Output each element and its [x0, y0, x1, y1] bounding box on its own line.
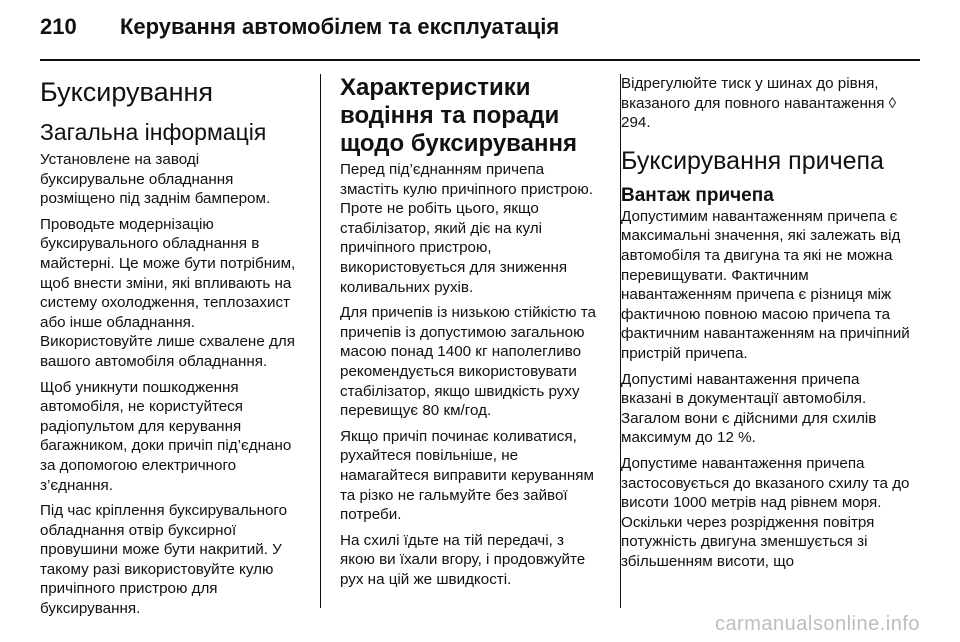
paragraph: Якщо причіп починає коливатися, рухайтеся повільніше, не намагайтеся виправити керуванням та різко не гальмуйте без зайвої потреби.	[340, 427, 594, 524]
running-title: Керування автомобілем та експлуатація	[120, 14, 560, 39]
column-2	[340, 74, 602, 612]
paragraph: Перед під’єднанням причепа змастіть кулю причіпного пристрою. Проте не робіть цього, якщо стабілізатор, який діє на кулі причіпного пристрою, використовується для зниження коливальних рухів.	[340, 161, 593, 296]
header-rule	[40, 59, 920, 61]
column-3	[621, 74, 911, 612]
section-title-trailer-towing: Буксирування причепа	[621, 146, 884, 175]
paragraph: Щоб уникнути пошкодження автомобіля, не користуйтеся радіопультом для керування багажником, доки причіп під’єднано за допомогою електричного з’єднання.	[40, 378, 292, 494]
paragraph-intro: Відрегулюйте тиск у шинах до рівня, вказаного для повного навантаження ◊ 294.	[621, 75, 897, 132]
section-title-towing: Буксирування	[40, 77, 214, 107]
section-title-driving-tips: Характеристики водіння та поради щодо буксирування	[340, 74, 577, 157]
paragraph: Установлене на заводі буксирувальне обладнання розміщено під заднім бампером.	[40, 151, 271, 208]
subsection-general-info: Загальна інформація	[40, 119, 267, 145]
paragraph: На схилі їдьте на тій передачі, з якою ви їхали вгору, і продовжуйте рух на цій же швидкості.	[340, 531, 586, 588]
paragraph: Допустиме навантаження причепа застосовується до вказаного схилу та до висоти 1000 метрів над рівнем моря. Оскільки через розрідження повітря потужність двигуна зменшується зі збільшенням висоти, що	[621, 454, 910, 570]
page-header	[40, 14, 559, 48]
paragraph: Проводьте модернізацію буксирувального обладнання в майстерні. Це може бути потрібним, щоб внести зміни, які впливають на систему охолодження, теплозахист або інше обладнання. Використовуйте лише схвалене для вашого автомобіля обладнання.	[40, 215, 296, 370]
column-1	[40, 74, 302, 618]
paragraph: Під час кріплення буксирувального обладнання отвір буксирної провушини може бути накритий. У такому разі використовуйте кулю причіпного пристрою для буксирування.	[40, 502, 288, 618]
column-divider-1	[320, 74, 321, 608]
paragraph: Допустимим навантаженням причепа є максимальні значення, які залежать від автомобіля та двигуна та які не можна перевищувати. Фактичним навантаженням причепа є різниця між фактичною повною масою причепа та фактичним навантаженням на причіпний пристрій причепа.	[621, 207, 910, 362]
watermark: carmanualsonline.info	[714, 613, 920, 635]
paragraph: Допустимі навантаження причепа вказані в документації автомобіля. Загалом вони є дійсними для схилів максимум до 12 %.	[621, 370, 877, 447]
subsection-trailer-load: Вантаж причепа	[621, 184, 774, 206]
paragraph: Для причепів із низькою стійкістю та причепів із допустимою загальною масою понад 1400 кг наполегливо рекомендується використовувати стабілізатор, якщо швидкість руху перевищує 80 км/год.	[340, 304, 596, 420]
page-number: 210	[40, 14, 77, 39]
